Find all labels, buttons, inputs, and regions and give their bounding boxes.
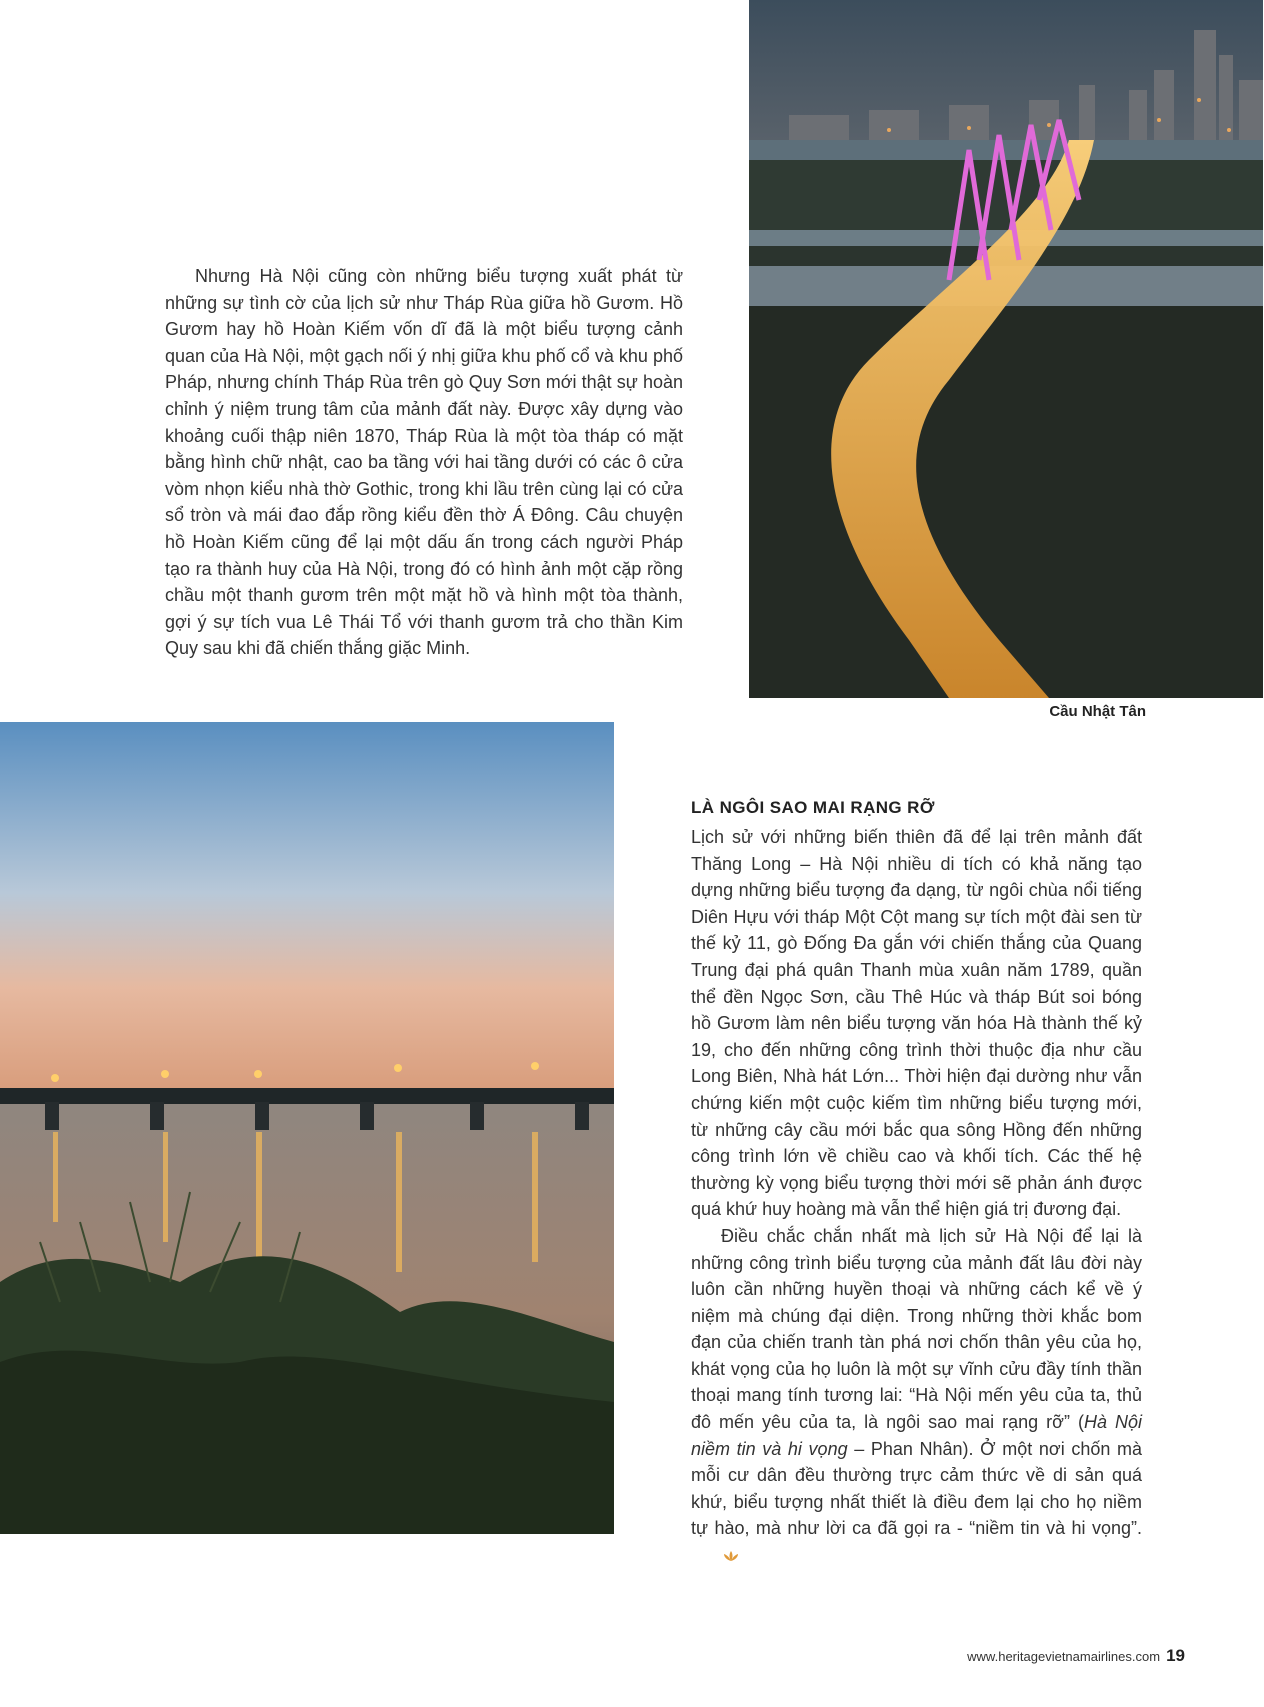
website-url: www.heritagevietnamairlines.com — [967, 1649, 1161, 1664]
page-number: 19 — [1166, 1646, 1185, 1665]
section-heading: LÀ NGÔI SAO MAI RẠNG RỠ — [691, 798, 935, 817]
intro-paragraph: Nhưng Hà Nội cũng còn những biểu tượng xuất phát từ những sự tình cờ của lịch sử như Tháp Rùa giữa hồ Gươm. Hồ Gươm hay hồ Hoàn Kiếm vốn dĩ đã là một biểu tượng cảnh quan của Hà Nội, một gạch nối ý nhị giữa khu phố cổ và khu phố Pháp, nhưng chính Tháp Rùa trên gò Quy Sơn mới thật sự hoàn chỉnh ý niệm trung tâm của mảnh đất này. Được xây dựng vào khoảng cuối thập niên 1870, Tháp Rùa là một tòa tháp có mặt bằng hình chữ nhật, cao ba tầng với hai tầng dưới có các ô cửa vòm nhọn kiểu nhà thờ Gothic, trong khi lầu trên cùng lại có cửa sổ tròn và mái đao đắp rồng kiểu đền thờ Á Đông. Câu chuyện hồ Hoàn Kiếm cũng để lại một dấu ấn trong cách người Pháp tạo ra thành huy của Hà Nội, trong đó có hình ảnh một cặp rồng chầu một thanh gươm trên một mặt hồ và hình một tòa thành, gợi ý sự tích vua Lê Thái Tổ với thanh gươm trả cho thần Kim Quy sau khi đã chiến thắng giặc Minh. — [165, 266, 683, 659]
paragraph-2-text-a: Điều chắc chắn nhất mà lịch sử Hà Nội để lại là những công trình biểu tượng của mảnh đất lâu đời này luôn cần những huyền thoại và những cách kể về ý niệm mà chúng đại diện. Trong những thời khắc bom đạn của chiến tranh tàn phá nơi chốn thân yêu của họ, khát vọng của họ luôn là một sự vĩnh cửu đầy tính thần thoại mang tính tương lai: “Hà Nội mến yêu của ta, thủ đô mến yêu của ta, là ngôi sao mai rạng rỡ” ( — [691, 1225, 1142, 1433]
song-title: Hà Nội niềm tin và hi vọng — [691, 1412, 1142, 1459]
page-footer — [967, 1646, 1185, 1666]
photo-caption: Cầu Nhật Tân — [1049, 703, 1146, 720]
section-paragraph-2 — [691, 1223, 1142, 1570]
article-section — [691, 796, 1142, 1570]
section-paragraph-1: Lịch sử với những biến thiên đã để lại trên mảnh đất Thăng Long – Hà Nội nhiều di tích có khả năng tạo dựng những biểu tượng đa dạng, từ ngôi chùa nổi tiếng Diên Hựu với tháp Một Cột mang sự tích một đài sen từ thế kỷ 11, gò Đống Đa gắn với chiến thắng của Quang Trung đại phá quân Thanh mùa xuân năm 1789, quần thể đền Ngọc Sơn, cầu Thê Húc và tháp Bút soi bóng hồ Gươm làm nên biểu tượng văn hóa Hà thành thế kỷ 19, cho đến những công trình thời thuộc địa như cầu Long Biên, Nhà hát Lớn... Thời hiện đại dường như vẫn chứng kiến một cuộc kiếm tìm những biểu tượng mới, từ những cây cầu mới bắc qua sông Hồng đến những công trình lớn về chiều cao và khối tích. Các thế hệ thường kỳ vọng biểu tượng thời mới sẽ phản ánh được quá khứ huy hoàng mà vẫn thể hiện giá trị đương đại. — [691, 827, 1142, 1220]
red-river-sunset-photo — [0, 722, 614, 1534]
lotus-icon — [693, 1543, 739, 1570]
paragraph-2-text-b: – Phan Nhân). Ở một nơi chốn mà mỗi cư dân đều thường trực cảm thức về di sản quá khứ, biểu tượng nhất thiết là điều đem lại cho họ niềm tự hào, mà như lời ca đã gọi ra - “niềm tin và hi vọng”. — [691, 1438, 1142, 1539]
nhat-tan-bridge-photo — [749, 0, 1263, 698]
